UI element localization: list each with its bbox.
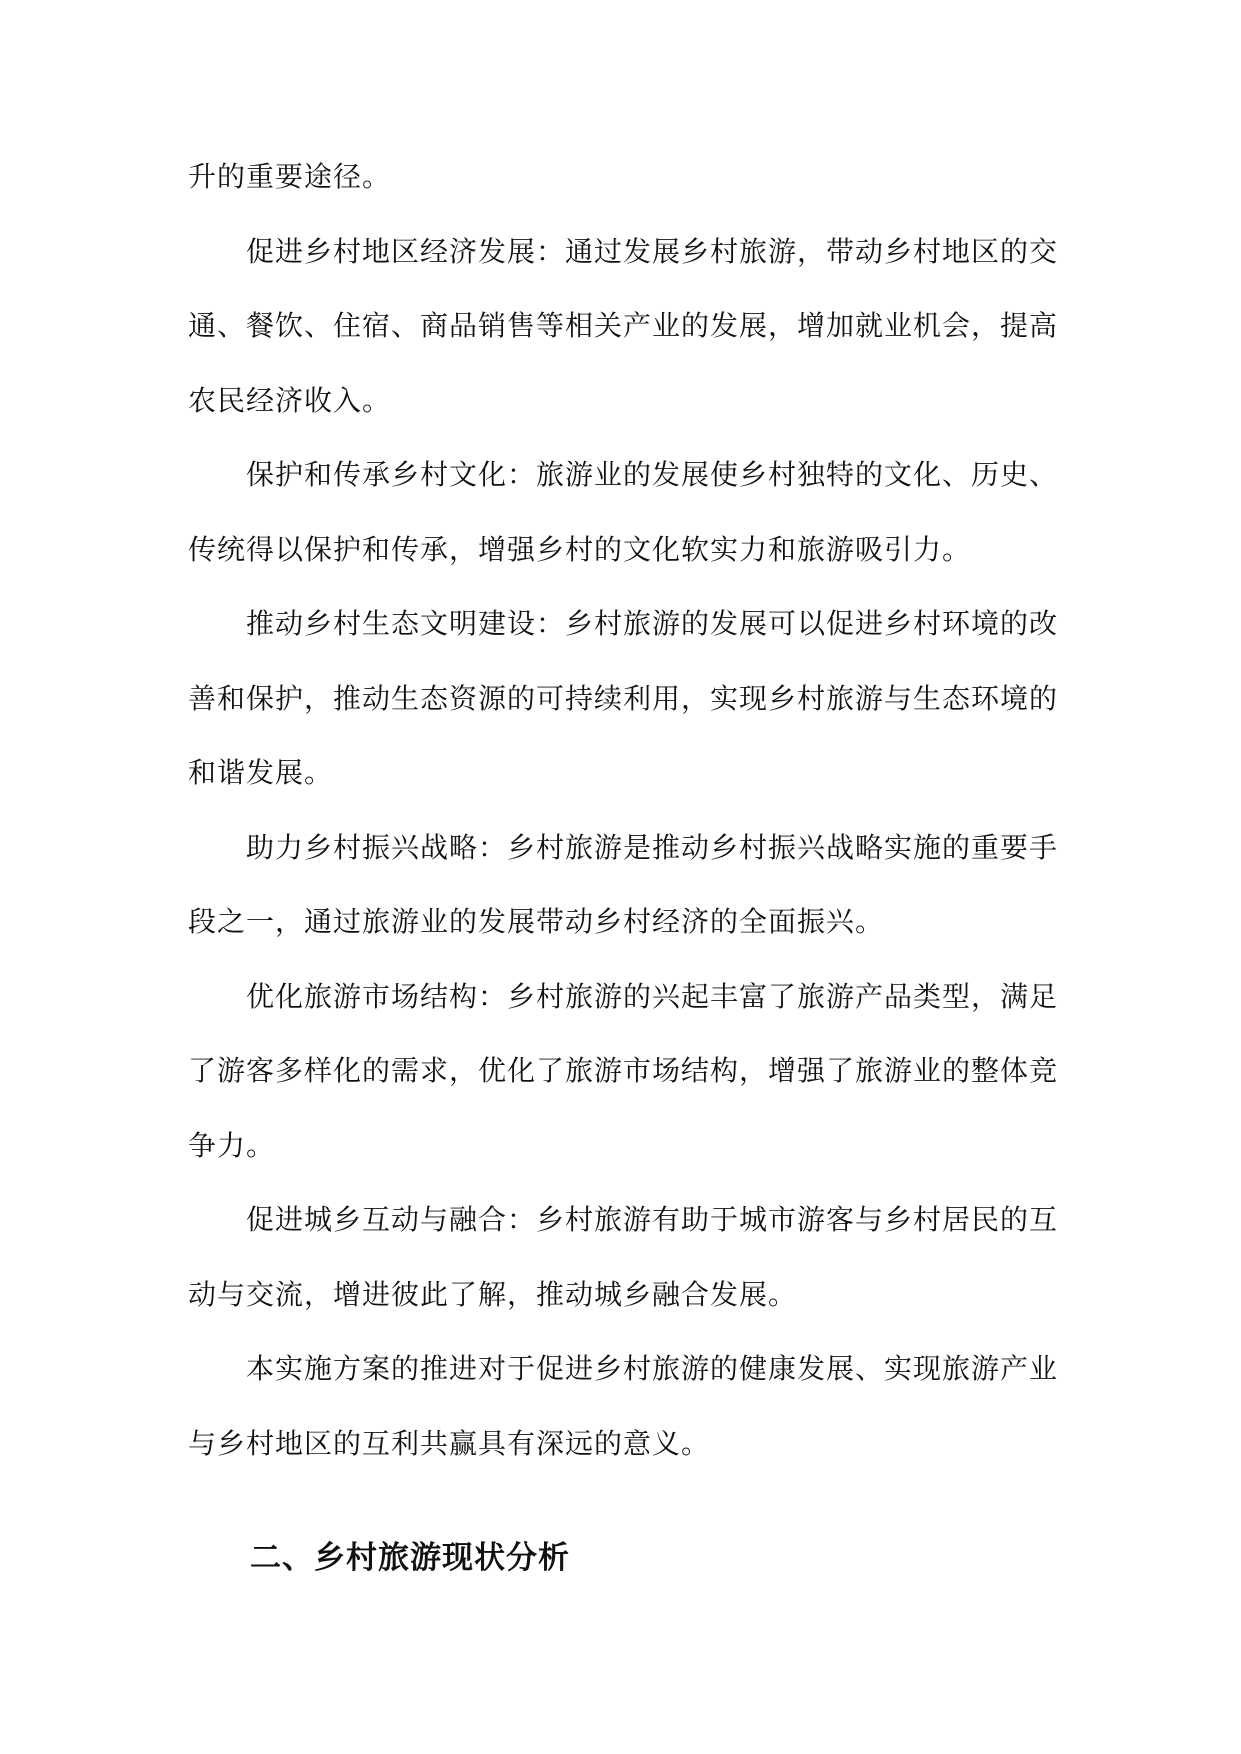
section-heading: 二、乡村旅游现状分析 <box>250 1540 570 1576</box>
paragraph-rural-revitalization: 助力乡村振兴战略：乡村旅游是推动乡村振兴战略实施的重要手段之一，通过旅游业的发展带动乡村经济的全面振兴。 <box>188 830 1059 938</box>
document-body <box>188 140 1058 1593</box>
paragraph-conclusion: 本实施方案的推进对于促进乡村旅游的健康发展、实现旅游产业与乡村地区的互利共赢具有深远的意义。 <box>188 1352 1059 1460</box>
paragraph-urban-rural-integration: 促进城乡互动与融合：乡村旅游有助于城市游客与乡村居民的互动与交流，增进彼此了解，推动城乡融合发展。 <box>188 1203 1059 1311</box>
paragraph-ecological-civilization: 推动乡村生态文明建设：乡村旅游的发展可以促进乡村环境的改善和保护，推动生态资源的可持续利用，实现乡村旅游与生态环境的和谐发展。 <box>188 607 1059 789</box>
paragraph-continuation: 升的重要途径。 <box>188 160 392 193</box>
paragraph-economic-development: 促进乡村地区经济发展：通过发展乡村旅游，带动乡村地区的交通、餐饮、住宿、商品销售等相关产业的发展，增加就业机会，提高农民经济收入。 <box>188 234 1059 417</box>
paragraph-cultural-heritage: 保护和传承乡村文化：旅游业的发展使乡村独特的文化、历史、传统得以保护和传承，增强乡村的文化软实力和旅游吸引力。 <box>188 458 1059 566</box>
paragraph-market-structure: 优化旅游市场结构：乡村旅游的兴起丰富了旅游产品类型，满足了游客多样化的需求，优化了旅游市场结构，增强了旅游业的整体竞争力。 <box>188 979 1059 1162</box>
